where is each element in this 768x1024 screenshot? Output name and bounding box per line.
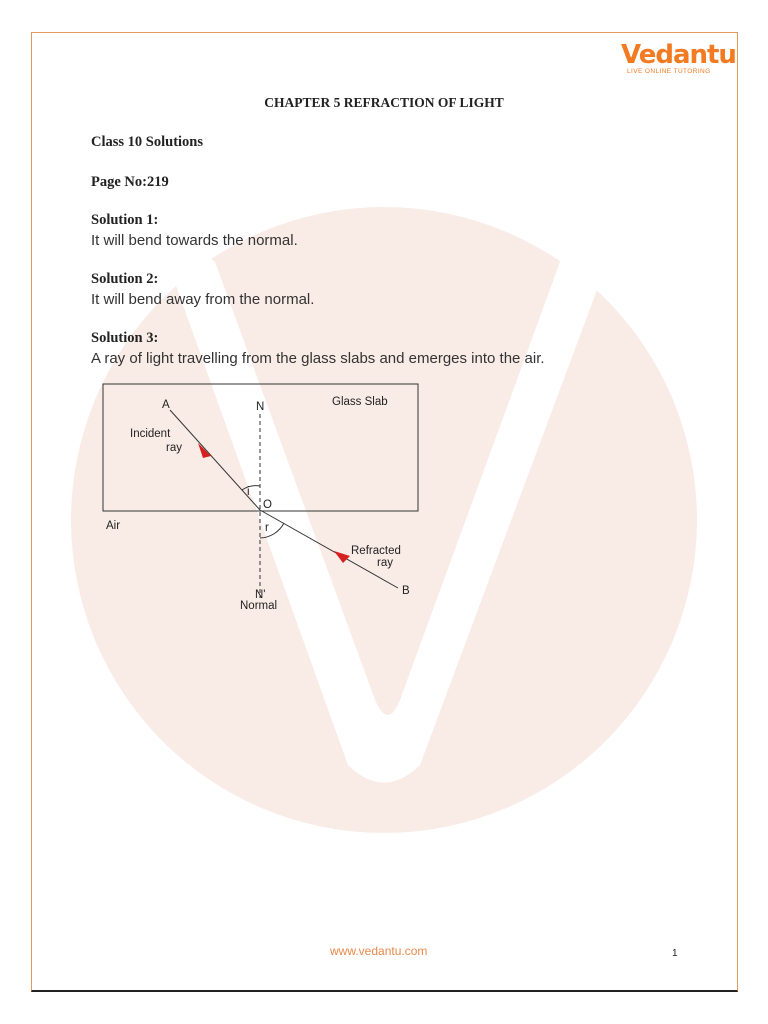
point-o-label: O [263,499,272,511]
solution-3-heading: Solution 3: [91,330,159,346]
angle-i-label: i [247,486,250,498]
solution-2-text: It will bend away from the normal. [91,291,315,308]
normal-label: Normal [240,600,278,612]
solution-1-text: It will bend towards the normal. [91,232,298,249]
refracted-arrow-icon [334,551,350,563]
point-b-label: B [402,585,410,597]
solution-1-heading: Solution 1: [91,212,159,228]
class-label: Class 10 Solutions [91,134,204,150]
point-n-label: N [256,401,265,413]
angle-r-label: r [265,522,269,534]
point-n-prime-label: N' [255,589,266,601]
refracted-label-line1: Refracted [351,545,401,557]
solution-3-text: A ray of light travelling from the glass slabs and emerges into the air. [91,350,545,367]
incident-arrow-icon [198,443,211,458]
refracted-label-line2: ray [377,557,393,569]
glass-slab-label: Glass Slab [332,396,388,408]
incident-label-line1: Incident [130,428,171,440]
logo-tagline: LIVE ONLINE TUTORING [627,68,711,75]
point-a-label: A [162,399,170,411]
chapter-title: CHAPTER 5 REFRACTION OF LIGHT [264,95,504,110]
angle-r-arc [260,523,284,538]
air-label: Air [106,520,121,532]
footer-url: www.vedantu.com [330,944,428,958]
page-number: 1 [672,948,678,959]
solution-2-heading: Solution 2: [91,271,159,287]
logo-wordmark: Vedantu [621,40,736,70]
incident-label-line2: ray [166,442,182,454]
page-label: Page No:219 [91,174,169,190]
angle-i-arc [242,486,260,490]
